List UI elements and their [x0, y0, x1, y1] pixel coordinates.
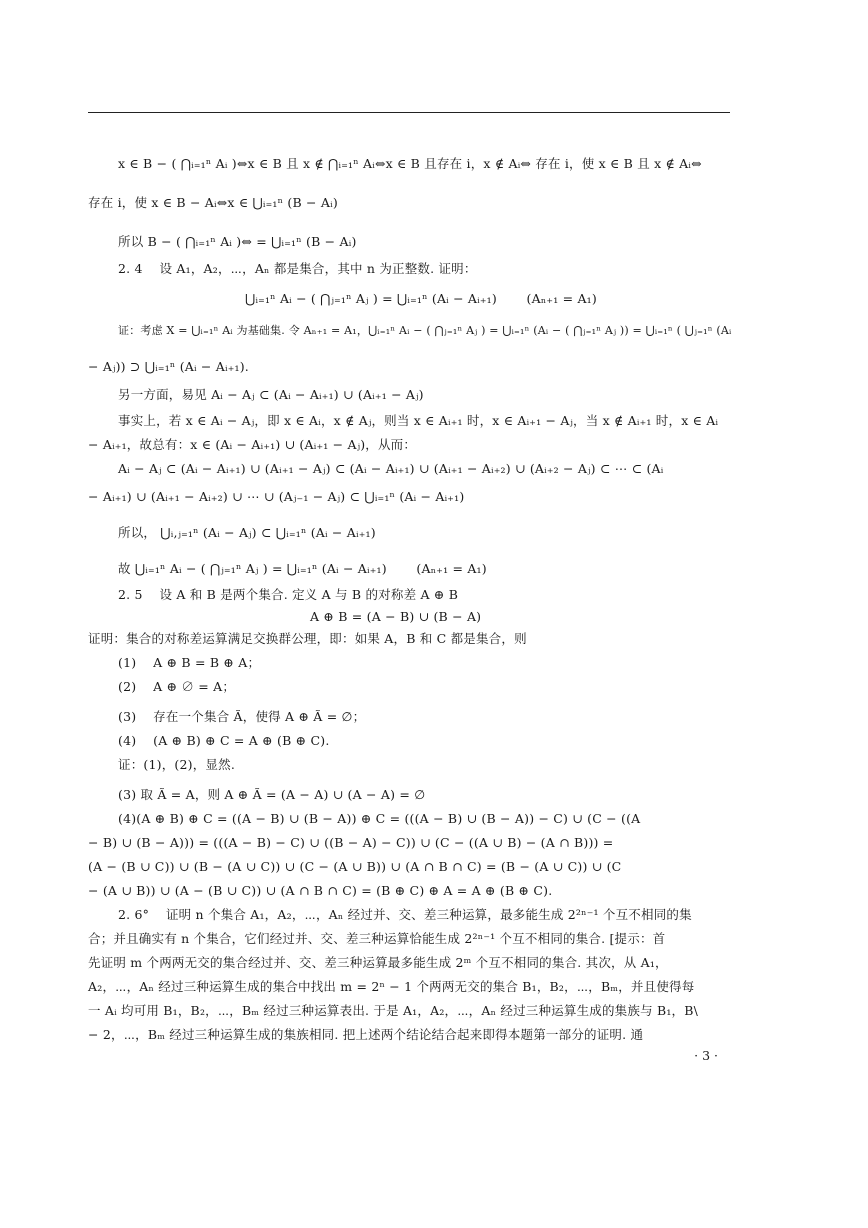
text-line: − Aᵢ₊₁) ∪ (Aᵢ₊₁ − Aᵢ₊₂) ∪ ⋯ ∪ (Aⱼ₋₁ − Aⱼ) ⊂ ⋃ᵢ₌₁ⁿ (Aᵢ − Aᵢ₊₁) — [88, 489, 465, 504]
text-line: − (A ∪ B)) ∪ (A − (B ∪ C)) ∪ (A ∩ B ∩ C) = (B ⊕ C) ⊕ A = A ⊕ (B ⊕ C). — [88, 883, 553, 898]
text-line: 另一方面，易见 Aᵢ − Aⱼ ⊂ (Aᵢ − Aᵢ₊₁) ∪ (Aᵢ₊₁ − Aⱼ) — [118, 387, 424, 402]
text-line: (4)(A ⊕ B) ⊕ C = ((A − B) ∪ (B − A)) ⊕ C = (((A − B) ∪ (B − A)) − C) ∪ (C − ((A — [118, 811, 641, 826]
text-line: 2. 4 设 A₁，A₂，⋯，Aₙ 都是集合，其中 n 为正整数. 证明： — [118, 261, 477, 276]
text-line: A₂，⋯，Aₙ 经过三种运算生成的集合中找出 m = 2ⁿ − 1 个两两无交的集合 B₁，B₂，⋯，Bₘ，并且使得每 — [88, 979, 695, 994]
text-line: 故 ⋃ᵢ₌₁ⁿ Aᵢ − ( ⋂ⱼ₌₁ⁿ Aⱼ ) = ⋃ᵢ₌₁ⁿ (Aᵢ − Aᵢ₊₁) (Aₙ₊₁ = A₁) — [118, 561, 487, 576]
text-line: − 2，⋯，Bₘ 经过三种运算生成的集族相同. 把上述两个结论结合起来即得本题第一部分的证明. 通 — [88, 1027, 644, 1042]
text-line: (A − (B ∪ C)) ∪ (B − (A ∪ C)) ∪ (C − (A ∪ B)) ∪ (A ∩ B ∩ C) = (B − (A ∪ C)) ∪ (C — [88, 859, 622, 874]
formula-line: A ⊕ B = (A − B) ∪ (B − A) — [310, 609, 482, 624]
text-line: 证：(1)，(2)，显然. — [118, 757, 235, 772]
text-line: x ∈ B − ( ⋂ᵢ₌₁ⁿ Aᵢ )⇔x ∈ B 且 x ∉ ⋂ᵢ₌₁ⁿ Aᵢ⇔x ∈ B 且存在 i，x ∉ Aᵢ⇔ 存在 i，使 x ∈ B 且 x ∉ Aᵢ⇔ — [118, 156, 702, 171]
list-item: (3) 存在一个集合 Ã，使得 A ⊕ Ã = ∅； — [118, 709, 366, 724]
text-line: 2. 6° 证明 n 个集合 A₁，A₂，⋯，Aₙ 经过并、交、差三种运算，最多能生成 2²ⁿ⁻¹ 个互不相同的集 — [118, 907, 692, 922]
text-line: 存在 i，使 x ∈ B − Aᵢ⇔x ∈ ⋃ᵢ₌₁ⁿ (B − Aᵢ) — [88, 195, 338, 210]
list-item: (2) A ⊕ ∅ = A； — [118, 679, 236, 694]
page-number: · 3 · — [694, 1048, 718, 1063]
text-line: − B) ∪ (B − A))) = (((A − B) − C) ∪ ((B − A) − C)) ∪ (C − ((A ∪ B) − (A ∩ B))) = — [88, 835, 614, 850]
text-line: 所以 B − ( ⋂ᵢ₌₁ⁿ Aᵢ )⇔ = ⋃ᵢ₌₁ⁿ (B − Aᵢ) — [118, 234, 357, 249]
list-item: (4) (A ⊕ B) ⊕ C = A ⊕ (B ⊕ C). — [118, 733, 330, 748]
text-line: 2. 5 设 A 和 B 是两个集合. 定义 A 与 B 的对称差 A ⊕ B — [118, 587, 459, 602]
text-line: − Aⱼ)) ⊃ ⋃ᵢ₌₁ⁿ (Aᵢ − Aᵢ₊₁). — [88, 359, 249, 374]
text-line: 事实上，若 x ∈ Aᵢ − Aⱼ，即 x ∈ Aᵢ，x ∉ Aⱼ，则当 x ∈ Aᵢ₊₁ 时，x ∈ Aᵢ₊₁ − Aⱼ，当 x ∉ Aᵢ₊₁ 时，x ∈ Aᵢ — [118, 413, 719, 428]
text-line: Aᵢ − Aⱼ ⊂ (Aᵢ − Aᵢ₊₁) ∪ (Aᵢ₊₁ − Aⱼ) ⊂ (Aᵢ − Aᵢ₊₁) ∪ (Aᵢ₊₁ − Aᵢ₊₂) ∪ (Aᵢ₊₂ − Aⱼ) ⊂ ⋯ ⊂ (Aᵢ — [118, 461, 664, 476]
text-line: 合；并且确实有 n 个集合，它们经过并、交、差三种运算恰能生成 2²ⁿ⁻¹ 个互不相同的集合. [提示：首 — [88, 931, 666, 946]
text-line: − Aᵢ₊₁，故总有：x ∈ (Aᵢ − Aᵢ₊₁) ∪ (Aᵢ₊₁ − Aⱼ)，从而： — [88, 437, 417, 452]
header-rule — [88, 112, 730, 113]
text-line: 一 Aᵢ 均可用 B₁，B₂，⋯，Bₘ 经过三种运算表出. 于是 A₁，A₂，⋯，Aₙ 经过三种运算生成的集族与 B₁，B\ — [88, 1003, 699, 1018]
text-line: 证：考虑 X = ⋃ᵢ₌₁ⁿ Aᵢ 为基础集. 令 Aₙ₊₁ = A₁，⋃ᵢ₌₁ⁿ Aᵢ − ( ⋂ⱼ₌₁ⁿ Aⱼ ) = ⋃ᵢ₌₁ⁿ (Aᵢ − ( ⋂ⱼ₌₁ⁿ Aⱼ )) = ⋃ᵢ₌₁ⁿ ( ⋃ⱼ₌₁ⁿ (Aᵢ — [118, 324, 732, 337]
list-item: (1) A ⊕ B = B ⊕ A； — [118, 655, 261, 670]
formula-line: ⋃ᵢ₌₁ⁿ Aᵢ − ( ⋂ⱼ₌₁ⁿ Aⱼ ) = ⋃ᵢ₌₁ⁿ (Aᵢ − Aᵢ₊₁) (Aₙ₊₁ = A₁) — [245, 291, 597, 306]
text-line: 所以， ⋃ᵢ,ⱼ₌₁ⁿ (Aᵢ − Aⱼ) ⊂ ⋃ᵢ₌₁ⁿ (Aᵢ − Aᵢ₊₁) — [118, 525, 376, 540]
text-line: 证明：集合的对称差运算满足交换群公理，即：如果 A，B 和 C 都是集合，则 — [88, 631, 527, 646]
text-line: 先证明 m 个两两无交的集合经过并、交、差三种运算最多能生成 2ᵐ 个互不相同的集合. 其次，从 A₁， — [88, 955, 668, 970]
text-line: (3) 取 Ã = A，则 A ⊕ Ã = (A − A) ∪ (A − A) = ∅ — [118, 787, 426, 802]
